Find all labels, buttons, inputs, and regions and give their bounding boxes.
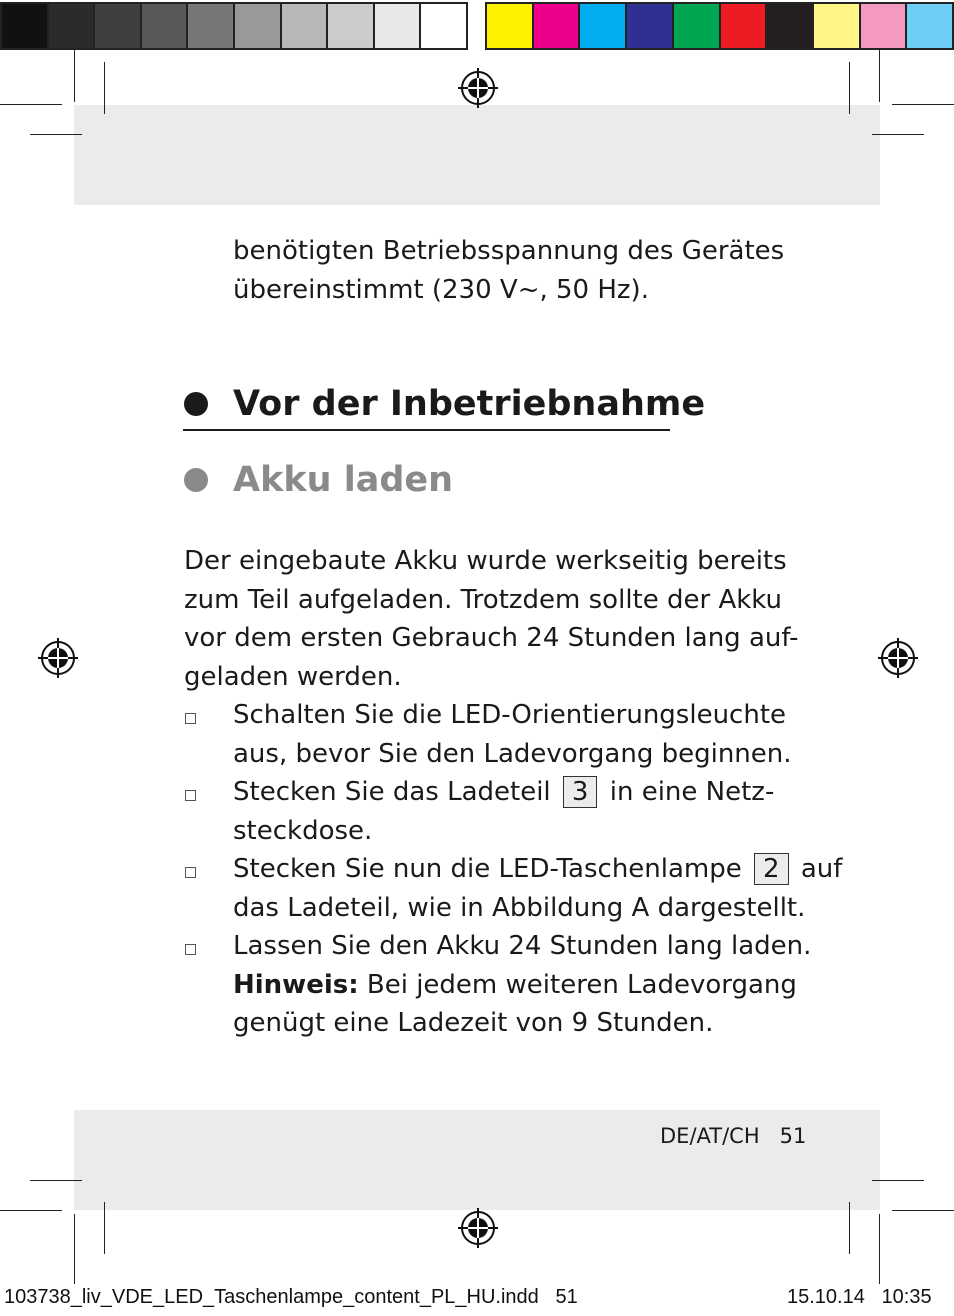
heading-charge-battery: Akku laden xyxy=(233,460,454,500)
note-text: Bei jedem weiteren Ladevorgang xyxy=(366,969,797,1000)
gray-swatch xyxy=(95,4,142,48)
registration-mark-bottom-icon xyxy=(458,1208,498,1248)
grayscale-color-bar xyxy=(0,2,468,50)
process-color-swatch xyxy=(487,4,534,48)
slug-datetime xyxy=(787,1286,932,1309)
process-color-swatch xyxy=(580,4,627,48)
header-band xyxy=(74,105,880,205)
footer-region: DE/AT/CH xyxy=(660,1124,760,1148)
body-paragraph xyxy=(184,542,798,696)
process-color-swatch xyxy=(627,4,674,48)
process-color-swatch xyxy=(814,4,861,48)
slug-date: 15.10.14 xyxy=(787,1286,865,1308)
gray-swatch xyxy=(421,4,466,48)
gray-swatch xyxy=(2,4,49,48)
process-color-swatch xyxy=(907,4,954,48)
slug-file xyxy=(4,1286,578,1309)
step-3 xyxy=(233,850,842,927)
checkbox-square-icon xyxy=(185,944,196,955)
checkbox-square-icon xyxy=(185,867,196,878)
step-1-line-1: Schalten Sie die LED-Orientierungsleuchte xyxy=(233,700,787,730)
intro-text xyxy=(233,232,784,309)
step-3-text-b: auf xyxy=(800,854,843,884)
step-4-line-2 xyxy=(233,966,811,1005)
step-3-line-1 xyxy=(233,850,842,889)
intro-line-2: übereinstimmt (230 V~, 50 Hz). xyxy=(233,274,649,305)
step-2-text-a: Stecken Sie das Ladeteil xyxy=(233,777,551,807)
footer-page-number: 51 xyxy=(779,1124,807,1148)
intro-line-1: benötigten Betriebsspannung des Gerätes xyxy=(233,236,785,266)
step-1-line-2: aus, bevor Sie den Ladevorgang beginnen. xyxy=(233,738,792,769)
step-1 xyxy=(233,696,792,773)
heading-before-use: Vor der Inbetriebnahme xyxy=(233,384,706,424)
gray-swatch xyxy=(188,4,235,48)
slug-page: 51 xyxy=(555,1286,578,1308)
page-footer xyxy=(660,1124,806,1148)
step-2 xyxy=(233,773,774,850)
part-reference-2: 2 xyxy=(754,853,789,885)
part-reference-3: 3 xyxy=(563,776,598,808)
registration-mark-right-icon xyxy=(878,638,918,678)
gray-swatch xyxy=(282,4,329,48)
gray-swatch xyxy=(49,4,96,48)
checkbox-square-icon xyxy=(185,713,196,724)
heading-bullet-light-icon xyxy=(184,468,208,492)
slug-filename: 103738_liv_VDE_LED_Taschenlampe_content_PL_HU.indd xyxy=(4,1286,539,1308)
registration-mark-top-icon xyxy=(458,68,498,108)
body-line-4: geladen werden. xyxy=(184,661,402,692)
gray-swatch xyxy=(328,4,375,48)
step-3-text-a: Stecken Sie nun die LED-Taschenlampe xyxy=(233,854,742,884)
process-color-swatch xyxy=(767,4,814,48)
step-4 xyxy=(233,927,811,1043)
step-3-line-2: das Ladeteil, wie in Abbildung A dargestellt. xyxy=(233,892,806,923)
process-color-bar xyxy=(485,2,954,50)
body-line-3: vor dem ersten Gebrauch 24 Stunden lang auf- xyxy=(184,623,799,653)
process-color-swatch xyxy=(534,4,581,48)
body-line-1: Der eingebaute Akku wurde werkseitig bereits xyxy=(184,546,787,576)
slug-time: 10:35 xyxy=(881,1286,932,1308)
process-color-swatch xyxy=(861,4,908,48)
gray-swatch xyxy=(375,4,422,48)
step-2-line-2: steckdose. xyxy=(233,815,373,846)
step-2-text-b: in eine Netz- xyxy=(609,777,775,807)
step-4-line-1: Lassen Sie den Akku 24 Stunden lang laden. xyxy=(233,931,812,961)
body-line-2: zum Teil aufgeladen. Trotzdem sollte der Akku xyxy=(184,584,783,615)
checkbox-square-icon xyxy=(185,790,196,801)
note-label: Hinweis: xyxy=(233,969,359,1000)
process-color-swatch xyxy=(674,4,721,48)
step-2-line-1 xyxy=(233,773,774,812)
heading-bullet-dark-icon xyxy=(184,392,208,416)
process-color-swatch xyxy=(721,4,768,48)
registration-mark-left-icon xyxy=(38,638,78,678)
step-4-line-3: genügt eine Ladezeit von 9 Stunden. xyxy=(233,1008,714,1038)
gray-swatch xyxy=(235,4,282,48)
gray-swatch xyxy=(142,4,189,48)
